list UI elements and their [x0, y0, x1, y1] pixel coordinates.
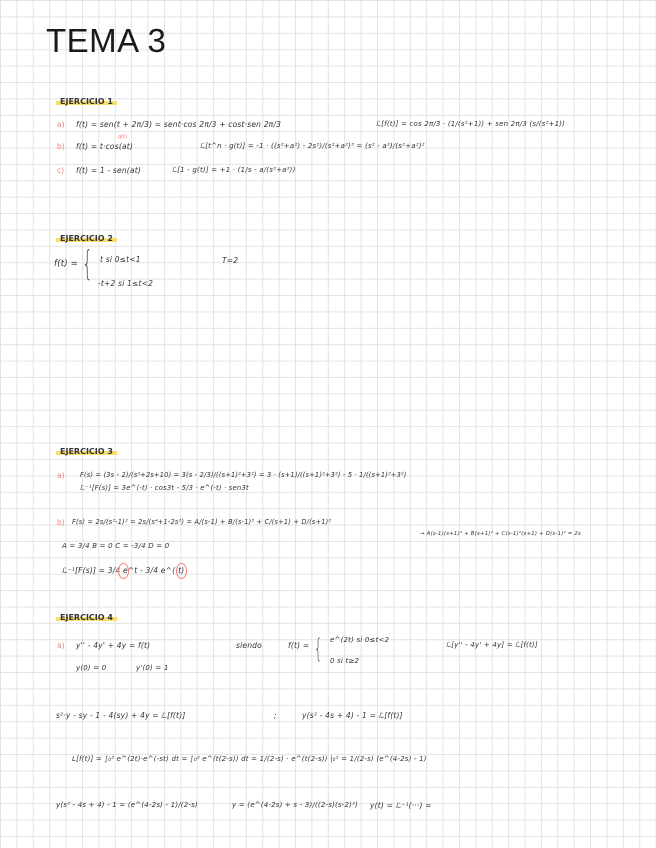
ex1-b-laplace: ℒ[t^n · g(t)] = -1 · ((s²+a²) - 2s²)/(s²+a²)² = (s² - a²)/(s²+a²)² [200, 142, 425, 150]
ex4-siendo: siendo [236, 641, 262, 650]
ex1-b-note: g(t) [118, 134, 128, 140]
ex4-line-4b: y = (e^(4-2s) + s - 3)/((2-s)(s-2)²) [232, 801, 359, 809]
exercise-2-title: EJERCICIO 2 [56, 234, 117, 243]
ex1-b-label: b) [57, 142, 65, 151]
ex4-f-lhs: f(t) = [288, 641, 310, 650]
ex4-line-2b: y(s² - 4s + 4) - 1 = ℒ[f(t)] [302, 711, 403, 720]
ex4-line-4c: y(t) = ℒ⁻¹(···) = [370, 801, 432, 810]
ex1-c-laplace: ℒ[1 - g(t)] = +1 · (1/s - a/(s²+a²)) [172, 166, 296, 174]
ex3-b-expression: F(s) = 2s/(s²-1)² = 2s/(s⁴+1-2s²) = A/(s-1) + B/(s-1)² + C/(s+1) + D/(s+1)² [72, 518, 332, 526]
ex4-initial-condition-2: y'(0) = 1 [136, 664, 169, 672]
page-title: TEMA 3 [46, 22, 167, 59]
ex2-case-2: -t+2 si 1≤t<2 [98, 279, 154, 288]
ex3-a-inverse: ℒ⁻¹[F(s)] = 3e^(-t) · cos3t - 5/3 · e^(-t) · sen3t [80, 484, 249, 492]
exercise-4-title: EJERCICIO 4 [56, 613, 117, 622]
ex4-separator: ; [274, 711, 277, 720]
ex4-f-case-2: 0 si t≥2 [330, 657, 360, 665]
ex4-f-case-1: e^(2t) si 0≤t<2 [330, 636, 390, 644]
ex1-c-expression: f(t) = 1 - sen(at) [76, 166, 141, 175]
ex4-line-4a: y(s² - 4s + 4) - 1 = (e^(4-2s) - 1)/(2-s) [56, 801, 198, 809]
ex2-function-lhs: f(t) = [54, 259, 78, 269]
ex4-brace: { [314, 634, 323, 664]
ex2-brace: { [82, 244, 93, 284]
ex1-c-label: c) [57, 166, 65, 175]
ex1-a-expression: f(t) = sen(t + 2π/3) = sent·cos 2π/3 + cost·sen 2π/3 [76, 120, 282, 129]
highlight-circle [176, 563, 187, 579]
highlight-circle [118, 563, 129, 579]
ex4-transform: ℒ[y'' - 4y' + 4y] = ℒ[f(t)] [446, 641, 538, 649]
ex1-b-expression: f(t) = t·cos(at) [76, 142, 134, 151]
exercise-3-title: EJERCICIO 3 [56, 447, 117, 456]
ex2-period: T=2 [222, 256, 239, 265]
ex4-a-label: a) [57, 641, 65, 650]
ex4-line-2a: s²·y - sy - 1 - 4(sy) + 4y = ℒ[f(t)] [56, 711, 186, 720]
ex1-a-label: a) [57, 120, 65, 129]
ex3-b-inverse: ℒ⁻¹[F(s)] = 3/4 e^t - 3/4 e^(-t) [62, 566, 185, 575]
exercise-1-title: EJERCICIO 1 [56, 97, 117, 106]
ex2-case-1: t si 0≤t<1 [100, 255, 141, 264]
ex3-b-coefficients: A = 3/4 B = 0 C = -3/4 D = 0 [62, 542, 170, 550]
ex3-b-label: b) [57, 518, 65, 527]
ex4-line-3: L[f(t)] = ∫₀² e^(2t)·e^(-st) dt = ∫₀² e^(t(2-s)) dt = 1/(2-s) · e^(t(2-s)) |₀² = 1/(2-s) (e^(4-2s) - 1) [72, 755, 427, 763]
ex4-ode: y'' - 4y' + 4y = f(t) [76, 641, 151, 650]
ex3-a-expression: F(s) = (3s - 2)/(s²+2s+10) = 3(s - 2/3)/((s+1)²+3²) = 3 · (s+1)/((s+1)²+3²) - 5 · 1/((s+1)²+3²) [80, 471, 407, 479]
ex3-b-system: → A(s-1)(s+1)² + B(s+1)² + C(s-1)²(s+1) + D(s-1)² = 2s [420, 531, 582, 537]
ex1-a-laplace: ℒ[f(t)] = cos 2π/3 · (1/(s²+1)) + sen 2π/3 (s/(s²+1)) [376, 120, 566, 128]
ex4-initial-condition-1: y(0) = 0 [76, 664, 107, 672]
ex3-a-label: a) [57, 471, 65, 480]
